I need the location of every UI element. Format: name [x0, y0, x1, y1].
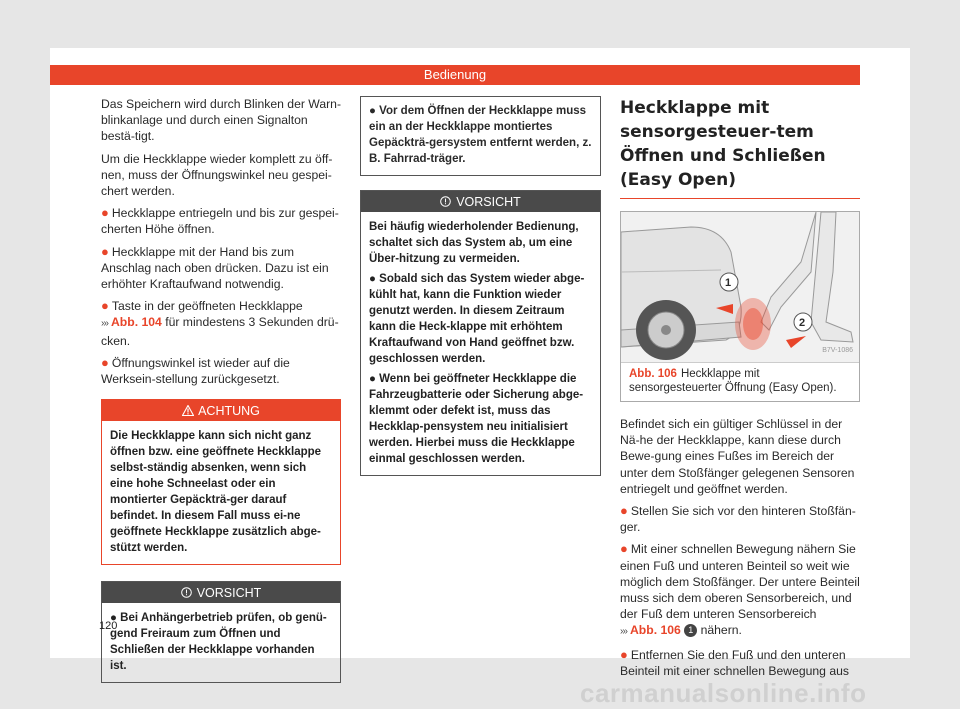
bullet-icon: ●: [369, 105, 380, 117]
list-item: [101, 244, 341, 293]
vorsicht-text: [102, 603, 340, 682]
page-number: 120: [99, 620, 118, 632]
vorsicht-item-text: Sobald sich das System wieder abge-kühlt hat, kann die Funktion wieder genutzt werden. In diesem Zeitraum kann die Heck-klappe mit erhöhtem Kraftaufwand von Hand geöffnet bzw. geschlossen werden.: [369, 273, 585, 365]
vorsicht-paragraph: Bei häufig wiederholender Bedienung, schaltet sich das System ab, um eine Über-hitzung zu vermeiden.: [369, 221, 579, 265]
vorsicht-item-text: Wenn bei geöffneter Heckklappe die Fahrzeugbatterie oder Sicherung abge-klemmt oder defekt ist, muss das Heckklap-pensystem neu initialisiert werden. Hierbei muss die Heckklappe einmal geschlossen werden.: [369, 373, 584, 465]
figure-label-2: 2: [799, 317, 806, 329]
bullet-icon: ●: [620, 503, 628, 519]
list-item: [101, 355, 341, 387]
vorsicht-title: VORSICHT: [456, 195, 521, 209]
list-item-text: Taste in der geöffneten Heckklappe: [111, 299, 303, 314]
bullet-icon: ●: [110, 612, 121, 625]
warning-item: Vor dem Öffnen der Heckklappe muss ein an der Heckklappe montiertes Gepäckträ-gersystem entfernt werden, z. B. Fahrrad-träger.: [369, 105, 592, 165]
paragraph: Befindet sich ein gültiger Schlüssel in der Nä-he der Heckklappe, kann diese durch Bewe-gung eines Fußes im Bereich der unter dem Stoßfänger gelegenen Sensoren entriegelt und geöffnet werden.: [620, 417, 855, 496]
list-item-text: Stellen Sie sich vor den hinteren Stoßfän-ger.: [620, 504, 856, 535]
achtung-text: Die Heckklappe kann sich nicht ganz öffnen bzw. eine geöffnete Heckklappe selbst-ständig absenken, wenn sich eine hohe Schneelast oder ein montierter Gepäckträ-ger darauf befindet. In diesem Fall muss ei-ne geöffnete Heckklappe zusätzlich abge-stützt werden.: [110, 430, 322, 555]
paragraph: Das Speichern wird durch Blinken der Warn-blinkanlage und durch einen Signalton bestä-tigt.: [101, 97, 342, 144]
continued-warning-box: [360, 96, 601, 176]
bullet-icon: ●: [101, 354, 109, 370]
bullet-icon: ●: [101, 243, 109, 259]
list-item-text: Mit einer schnellen Bewegung nähern Sie einen Fuß und unteren Beinteil so weit wie möglich dem Stoßfänger. Der untere Beinteil muss sich dem oberen Sensorbereich, und der Fuß dem unteren Sensorbereich: [620, 542, 860, 622]
vorsicht-text: [361, 212, 600, 475]
list-item-text: für mindestens 3 Sekunden drü-cken.: [101, 315, 339, 348]
watermark: carmanualsonline.info: [580, 678, 867, 708]
vorsicht-item: [369, 371, 592, 467]
figure-link[interactable]: Abb. 106: [630, 623, 681, 638]
list-item: [101, 205, 341, 237]
warning-triangle-icon: [182, 405, 194, 416]
list-item-text: Heckklappe mit der Hand bis zum Anschlag nach oben drücken. Dazu ist ein erhöhter Kraftaufwand notwendig.: [101, 244, 329, 292]
list-item-text: Heckklappe entriegeln und bis zur gespei-cherten Höhe öffnen.: [101, 206, 339, 237]
section-header: Bedienung: [50, 65, 860, 85]
bullet-icon: ●: [620, 646, 628, 662]
achtung-header: [102, 400, 340, 421]
bullet-icon: ●: [369, 273, 380, 285]
info-circle-icon: [181, 587, 192, 598]
paragraph: Um die Heckklappe wieder komplett zu öff-nen, muss der Öffnungswinkel neu gespei-chert werden.: [101, 151, 333, 199]
callout-number-1: 1: [684, 624, 697, 637]
figure-link[interactable]: Abb. 104: [111, 315, 162, 330]
vorsicht-title: VORSICHT: [196, 586, 262, 601]
easy-open-illustration: [621, 212, 859, 362]
vorsicht-item: Bei Anhängerbetrieb prüfen, ob genü-gend Freiraum zum Öffnen und Schließen der Heckklappe vorhanden ist.: [110, 612, 327, 673]
list-item: [620, 503, 860, 535]
info-circle-icon: [440, 196, 451, 207]
vorsicht-item: [369, 271, 592, 367]
figure-image: [621, 212, 859, 362]
bullet-icon: ●: [101, 205, 109, 221]
vorsicht-header: [102, 582, 340, 603]
list-item-text: Öffnungswinkel ist wieder auf die Werksein-stellung zurückgesetzt.: [101, 355, 290, 387]
figure-106: [620, 211, 860, 402]
bullet-icon: ●: [101, 298, 109, 314]
column-3: [620, 96, 860, 685]
bullet-icon: ●: [620, 541, 628, 557]
caption-text: Heckklappe mit sensorgesteuerter Öffnung (Easy Open).: [629, 368, 837, 394]
caption-number: Abb. 106: [629, 368, 677, 380]
vorsicht-header: [361, 191, 600, 212]
achtung-box: [101, 399, 341, 565]
figure-label-1: 1: [725, 277, 732, 289]
column-2: [360, 96, 601, 476]
vorsicht-box-2: [360, 190, 601, 476]
bullet-icon: ●: [369, 373, 380, 385]
figure-code: B7V-1086: [822, 346, 853, 354]
list-item-text: nähern.: [700, 623, 742, 638]
list-item: [101, 298, 341, 349]
list-item: [620, 541, 860, 640]
achtung-title: ACHTUNG: [198, 404, 260, 419]
vorsicht-box: [101, 581, 341, 683]
triple-chevron-icon: ›››: [101, 318, 108, 330]
list-item-text: Entfernen Sie den Fuß und den unteren Beinteil mit einer schnellen Bewegung aus: [620, 647, 849, 678]
figure-caption: [621, 362, 859, 401]
list-item: [620, 647, 860, 679]
column-1: [101, 96, 341, 683]
triple-chevron-icon: ›››: [620, 626, 627, 638]
section-heading: Heckklappe mit sensorgesteuer-tem Öffnen und Schließen (Easy Open): [620, 96, 860, 199]
